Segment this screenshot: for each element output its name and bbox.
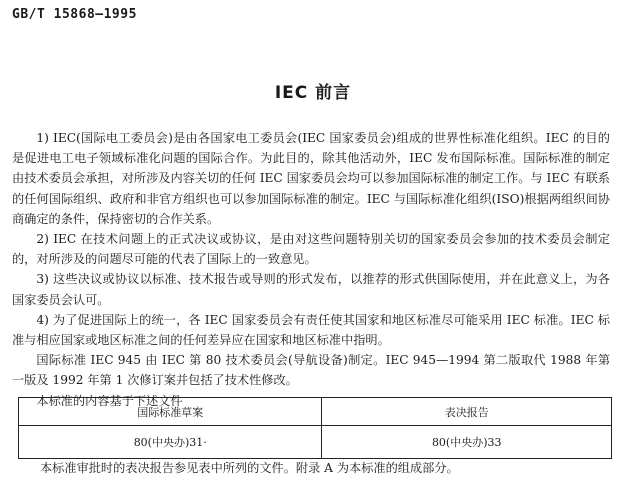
- paragraph-1: 1) IEC(国际电工委员会)是由各国家电工委员会(IEC 国家委员会)组成的世界性标准化组织。IEC 的目的是促进电工电子领域标准化问题的国际合作。为此目的，除其他活动外，IEC 发布国际标准。国际标准的制定由技术委员会承担，对所涉及内容关切的任何 IEC 国家委员会均可以参加国际标准的制定工作。与 IEC 有联系的任何国际组织、政府和非官方组织也可以参加国际标准的制定。IEC 与国际标准化组织(ISO)根据两组织间协商确定的条件，保持密切的合作关系。: [12, 131, 610, 226]
- page-title: IEC 前言: [274, 83, 352, 103]
- documents-table: [18, 397, 612, 459]
- standard-code: GB/T 15868—1995: [12, 7, 137, 22]
- paragraph-6: 本标准的内容基于下述文件: [36, 393, 183, 408]
- table-header-voting-report: 表决报告: [322, 398, 612, 426]
- foreword-body: [12, 128, 610, 411]
- paragraph-2: 2) IEC 在技术问题上的正式决议或协议，是由对这些问题特别关切的国家委员会参加的技术委员会制定的，对所涉及的问题尽可能的代表了国际上的一致意见。: [12, 232, 610, 267]
- approval-note: 本标准审批时的表决报告参见表中所列的文件。附录 A 为本标准的组成部分。: [40, 461, 459, 475]
- table-row: [19, 426, 612, 459]
- table-header-row: [19, 398, 612, 426]
- table-cell-draft: 80(中央办)31·: [19, 426, 322, 459]
- paragraph-3: 3) 这些决议或协议以标准、技术报告或导则的形式发布，以推荐的形式供国际使用，并在此意义上，为各国家委员会认可。: [12, 272, 610, 307]
- table-cell-voting-report: 80(中央办)33: [322, 426, 612, 459]
- paragraph-4: 4) 为了促进国际上的统一，各 IEC 国家委员会有责任使其国家和地区标准尽可能采用 IEC 标准。IEC 标准与相应国家或地区标准之间的任何差异应在国家和地区标准中指明。: [12, 312, 610, 348]
- paragraph-5: 国际标准 IEC 945 由 IEC 第 80 技术委员会(导航设备)制定。IEC 945—1994 第二版取代 1988 年第一版及 1992 年第 1 次修订案并包括了技术性修改。: [12, 353, 610, 388]
- table-header-draft: 国际标准草案: [19, 398, 322, 426]
